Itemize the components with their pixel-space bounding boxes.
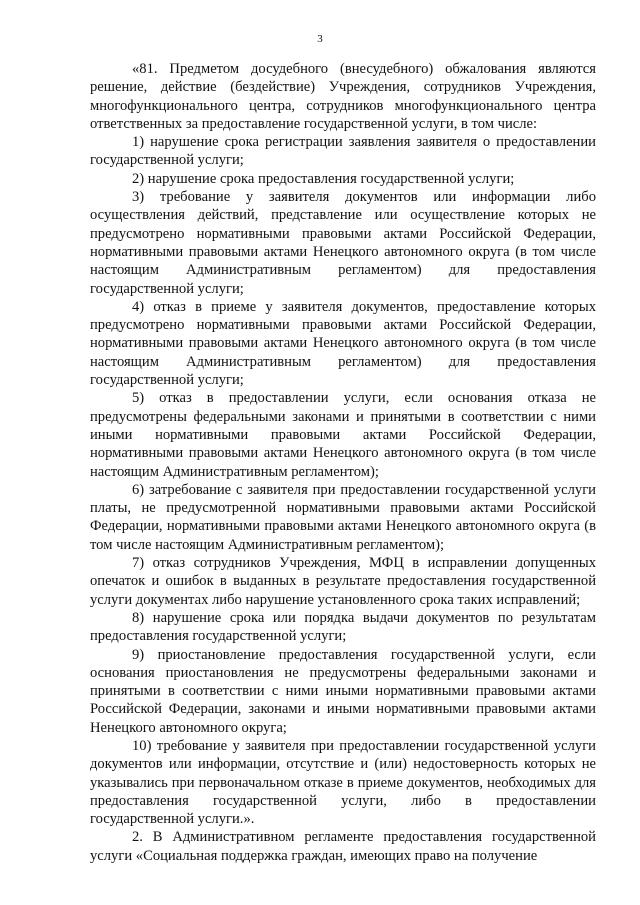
paragraph-section-2: 2. В Административном регламенте предоставления государственной услуги «Социальная поддержка граждан, имеющих право на получение [90,829,596,864]
paragraph-item-10: 10) требование у заявителя при предоставлении государственной услуги документов или информации, отсутствие и (или) недостоверность которых не указывались при первоначальном отказе в приеме документов, необходимых для предоставления государственной услуги, либо в предоставлении государственной услуги.». [90,737,596,828]
paragraph-item-6: 6) затребование с заявителя при предоставлении государственной услуги платы, не предусмотренной нормативными правовыми актами Российской Федерации, нормативными правовыми актами Ненецкого автономного округа (в том числе настоящим Административным регламентом); [90,481,596,553]
page-number: 3 [317,33,323,45]
document-body [90,60,596,865]
paragraph-item-5: 5) отказ в предоставлении услуги, если основания отказа не предусмотрены федеральными законами и принятыми в соответствии с ними иными нормативными правовыми актами Российской Федерации, нормативными правовыми актами Ненецкого автономного округа (в том числе настоящим Административным регламентом); [90,390,596,480]
paragraph-item-2: 2) нарушение срока предоставления государственной услуги; [132,170,515,187]
paragraph-item-1: 1) нарушение срока регистрации заявления заявителя о предоставлении государственной услуги; [90,134,596,169]
paragraph-item-7: 7) отказ сотрудников Учреждения, МФЦ в исправлении допущенных опечаток и ошибок в выданных в результате предоставления государственной услуги документах либо нарушение установленного срока таких исправлений; [90,555,596,608]
paragraph-intro: «81. Предметом досудебного (внесудебного) обжалования являются решение, действие (бездействие) Учреждения, сотрудников Учреждения, многофункционального центра, сотрудников многофункционального центра ответственных за предоставление государственной услуги, в том числе: [90,61,596,132]
paragraph-item-4: 4) отказ в приеме у заявителя документов, предоставление которых предусмотрено нормативными правовыми актами Российской Федерации, нормативными правовыми актами Ненецкого автономного округа (в том числе настоящим Административным регламентом) для предоставления государственной услуги; [90,298,596,389]
paragraph-item-9: 9) приостановление предоставления государственной услуги, если основания приостановления не предусмотрены федеральными законами и принятыми в соответствии с ними иными нормативными правовыми актами Российской Федерации, законами и иными нормативными правовыми актами Ненецкого автономного округа; [90,646,596,736]
paragraph-item-8: 8) нарушение срока или порядка выдачи документов по результатам предоставления государственной услуги; [90,609,596,645]
paragraph-item-3: 3) требование у заявителя документов или информации либо осуществления действий, представление или осуществление которых не предусмотрено нормативными правовыми актами Российской Федерации, нормативными правовыми актами Ненецкого автономного округа (в том числе настоящим Административным регламентом) для предоставления государственной услуги; [90,189,596,297]
